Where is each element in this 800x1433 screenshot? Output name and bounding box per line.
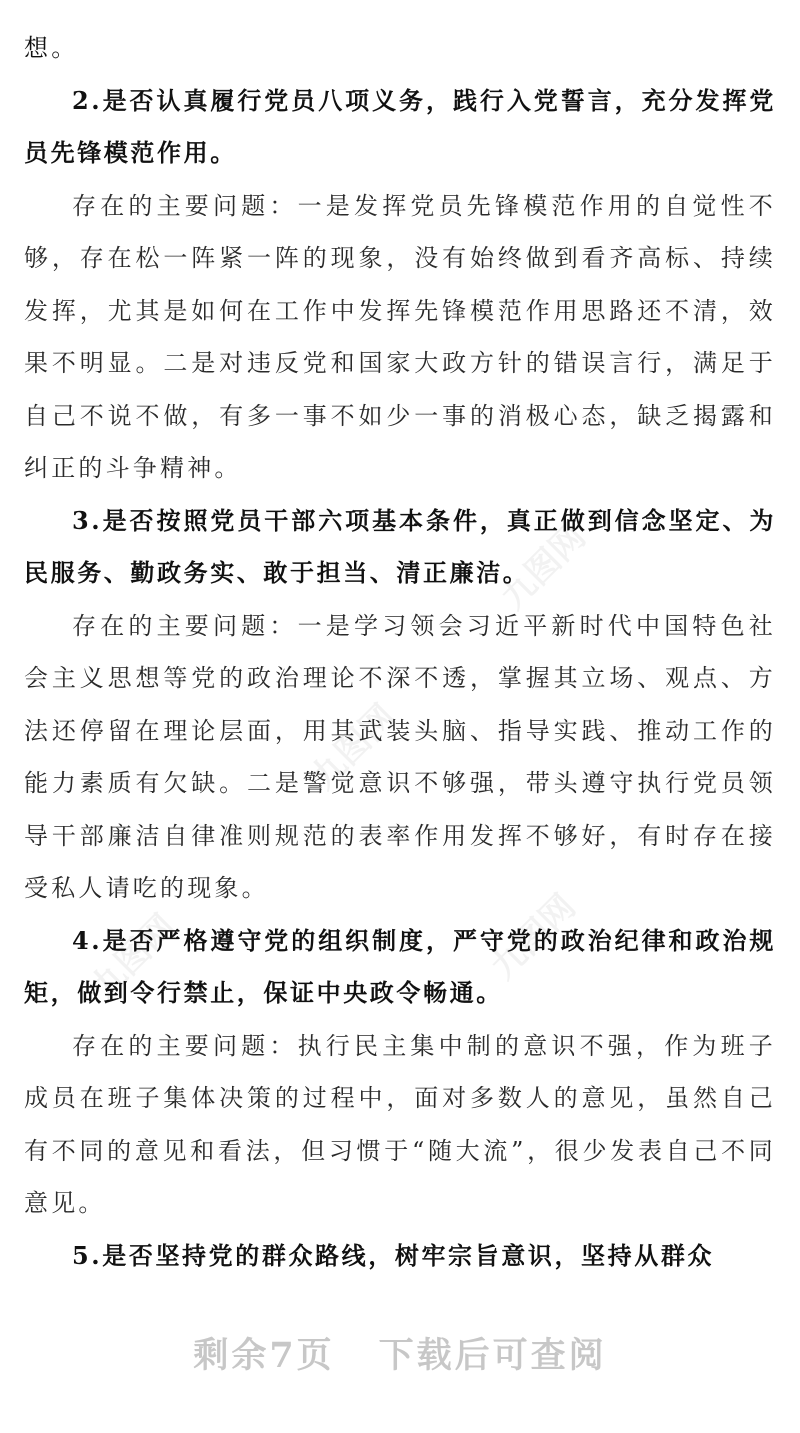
watermark: 九图网 bbox=[83, 906, 184, 1008]
download-hint-label: 下载后可查阅 bbox=[378, 1335, 607, 1376]
section-body-4: 存在的主要问题：执行民主集中制的意识不强，作为班子成员在班子集体决策的过程中，面对多数人的意见，虽然自己有不同的意见和看法，但习惯于“随大流”，很少发表自己不同意见。 bbox=[24, 1031, 776, 1217]
section-body-2: 存在的主要问题：一是发挥党员先锋模范作用的自觉性不够，存在松一阵紧一阵的现象，没有始终做到看齐高标、持续发挥，尤其是如何在工作中发挥先锋模范作用思路还不清，效果不明显。二是对违反党和国家大政方针的错误言行，满足于自己不说不做，有多一事不如少一事的消极心态，缺乏揭露和纠正的斗争精神。 bbox=[24, 191, 776, 482]
paragraph-continuation: 想。 bbox=[24, 34, 79, 62]
document-body bbox=[24, 22, 776, 1282]
watermark: 九图网 bbox=[303, 696, 404, 798]
section-heading-2: 2.是否认真履行党员八项义务，践行入党誓言，充分发挥党员先锋模范作用。 bbox=[24, 85, 776, 167]
section-heading-4: 4.是否严格遵守党的组织制度，严守党的政治纪律和政治规矩，做到令行禁止，保证中央政令畅通。 bbox=[24, 925, 776, 1007]
section-heading-3: 3.是否按照党员干部六项基本条件，真正做到信念坚定、为民服务、勤政务实、敢于担当、清正廉洁。 bbox=[24, 505, 776, 587]
watermark: 九图网 bbox=[483, 886, 584, 988]
remaining-pages-label: 剩余7页 bbox=[193, 1335, 335, 1376]
watermark: 九图网 bbox=[493, 516, 594, 618]
download-banner[interactable] bbox=[0, 1326, 800, 1386]
section-heading-5: 5.是否坚持党的群众路线，树牢宗旨意识，坚持从群众 bbox=[72, 1240, 715, 1270]
section-body-3: 存在的主要问题：一是学习领会习近平新时代中国特色社会主义思想等党的政治理论不深不透，掌握其立场、观点、方法还停留在理论层面，用其武装头脑、指导实践、推动工作的能力素质有欠缺。二是警觉意识不够强，带头遵守执行党员领导干部廉洁自律准则规范的表率作用发挥不够好，有时存在接受私人请吃的现象。 bbox=[24, 611, 776, 902]
